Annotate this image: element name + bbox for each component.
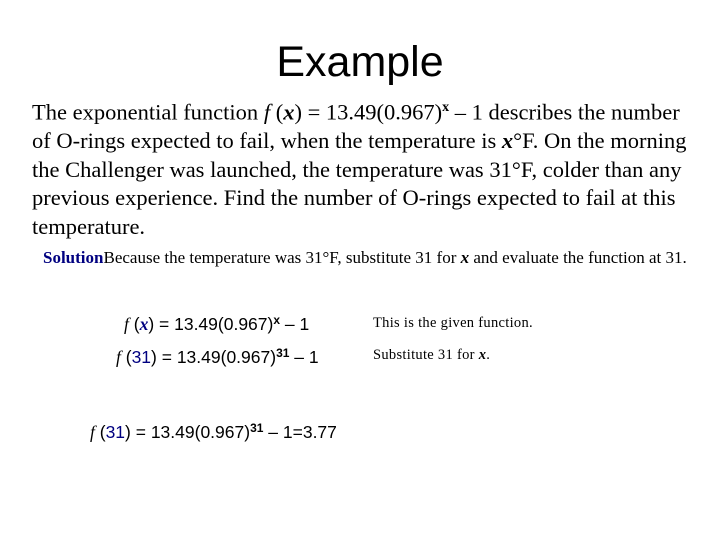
eq-function-name: f — [90, 422, 95, 442]
function-variable: x — [283, 99, 295, 125]
eq-exponent: x — [273, 313, 281, 327]
eq-function-name: f — [116, 347, 121, 367]
eq-function-name: f — [124, 314, 129, 334]
note-variable: x — [478, 347, 487, 363]
eq-base: = 13.49(0.967) — [130, 422, 251, 442]
eq-argument: x — [139, 314, 149, 334]
eq-exponent: 31 — [276, 346, 290, 360]
eq-tail: – 1 — [289, 347, 319, 367]
note-given-function: This is the given function. — [373, 315, 533, 331]
problem-intro: The exponential function — [32, 99, 264, 125]
equation-substitute: f $(31) = 13.49(0.967)^{31} - 1$ — [116, 346, 319, 367]
eq-argument: 31 — [131, 347, 152, 367]
equation-given: f $(x) = 13.49(0.967)^x - 1$ — [124, 313, 310, 334]
problem-end: °F. On the morning the Challenger was launched, the temperature was 31°F, colder than any previous experience. Find the number of O-rings expected to fail at this temperature. — [32, 128, 687, 239]
solution-paragraph — [43, 246, 693, 269]
function-body: = 13.49(0.967) — [301, 99, 443, 125]
eq-tail: – 1 — [280, 314, 310, 334]
note-substitute — [373, 347, 490, 364]
solution-text-a: Because the temperature was 31°F, substitute 31 for — [103, 248, 461, 267]
function-name: f — [263, 99, 271, 125]
solution-variable: x — [460, 248, 470, 267]
left-paren: ( — [270, 99, 284, 125]
eq-base: = 13.49(0.967) — [156, 347, 277, 367]
problem-middle: – 1 describes the number of O-rings expected to fail, when the temperature is — [32, 99, 680, 153]
eq-base: = 13.49(0.967) — [154, 314, 274, 334]
function-exponent: x — [442, 100, 450, 115]
eq-exponent: 31 — [250, 421, 264, 435]
note-text: Substitute 31 for — [373, 347, 479, 363]
problem-statement — [32, 94, 700, 241]
temperature-variable: x — [501, 128, 514, 153]
solution-text-b: and evaluate the function at 31. — [469, 248, 687, 267]
solution-heading: Solution — [43, 248, 104, 267]
right-paren: ) — [294, 99, 302, 125]
eq-result-tail: – 1=3.77 — [263, 422, 337, 442]
eq-argument: 31 — [105, 422, 126, 442]
note-end: . — [486, 347, 491, 363]
slide-title: Example — [276, 38, 444, 86]
equation-result: f $(31) = 13.49(0.967)^{31} - 1=3.77$ — [90, 421, 337, 442]
